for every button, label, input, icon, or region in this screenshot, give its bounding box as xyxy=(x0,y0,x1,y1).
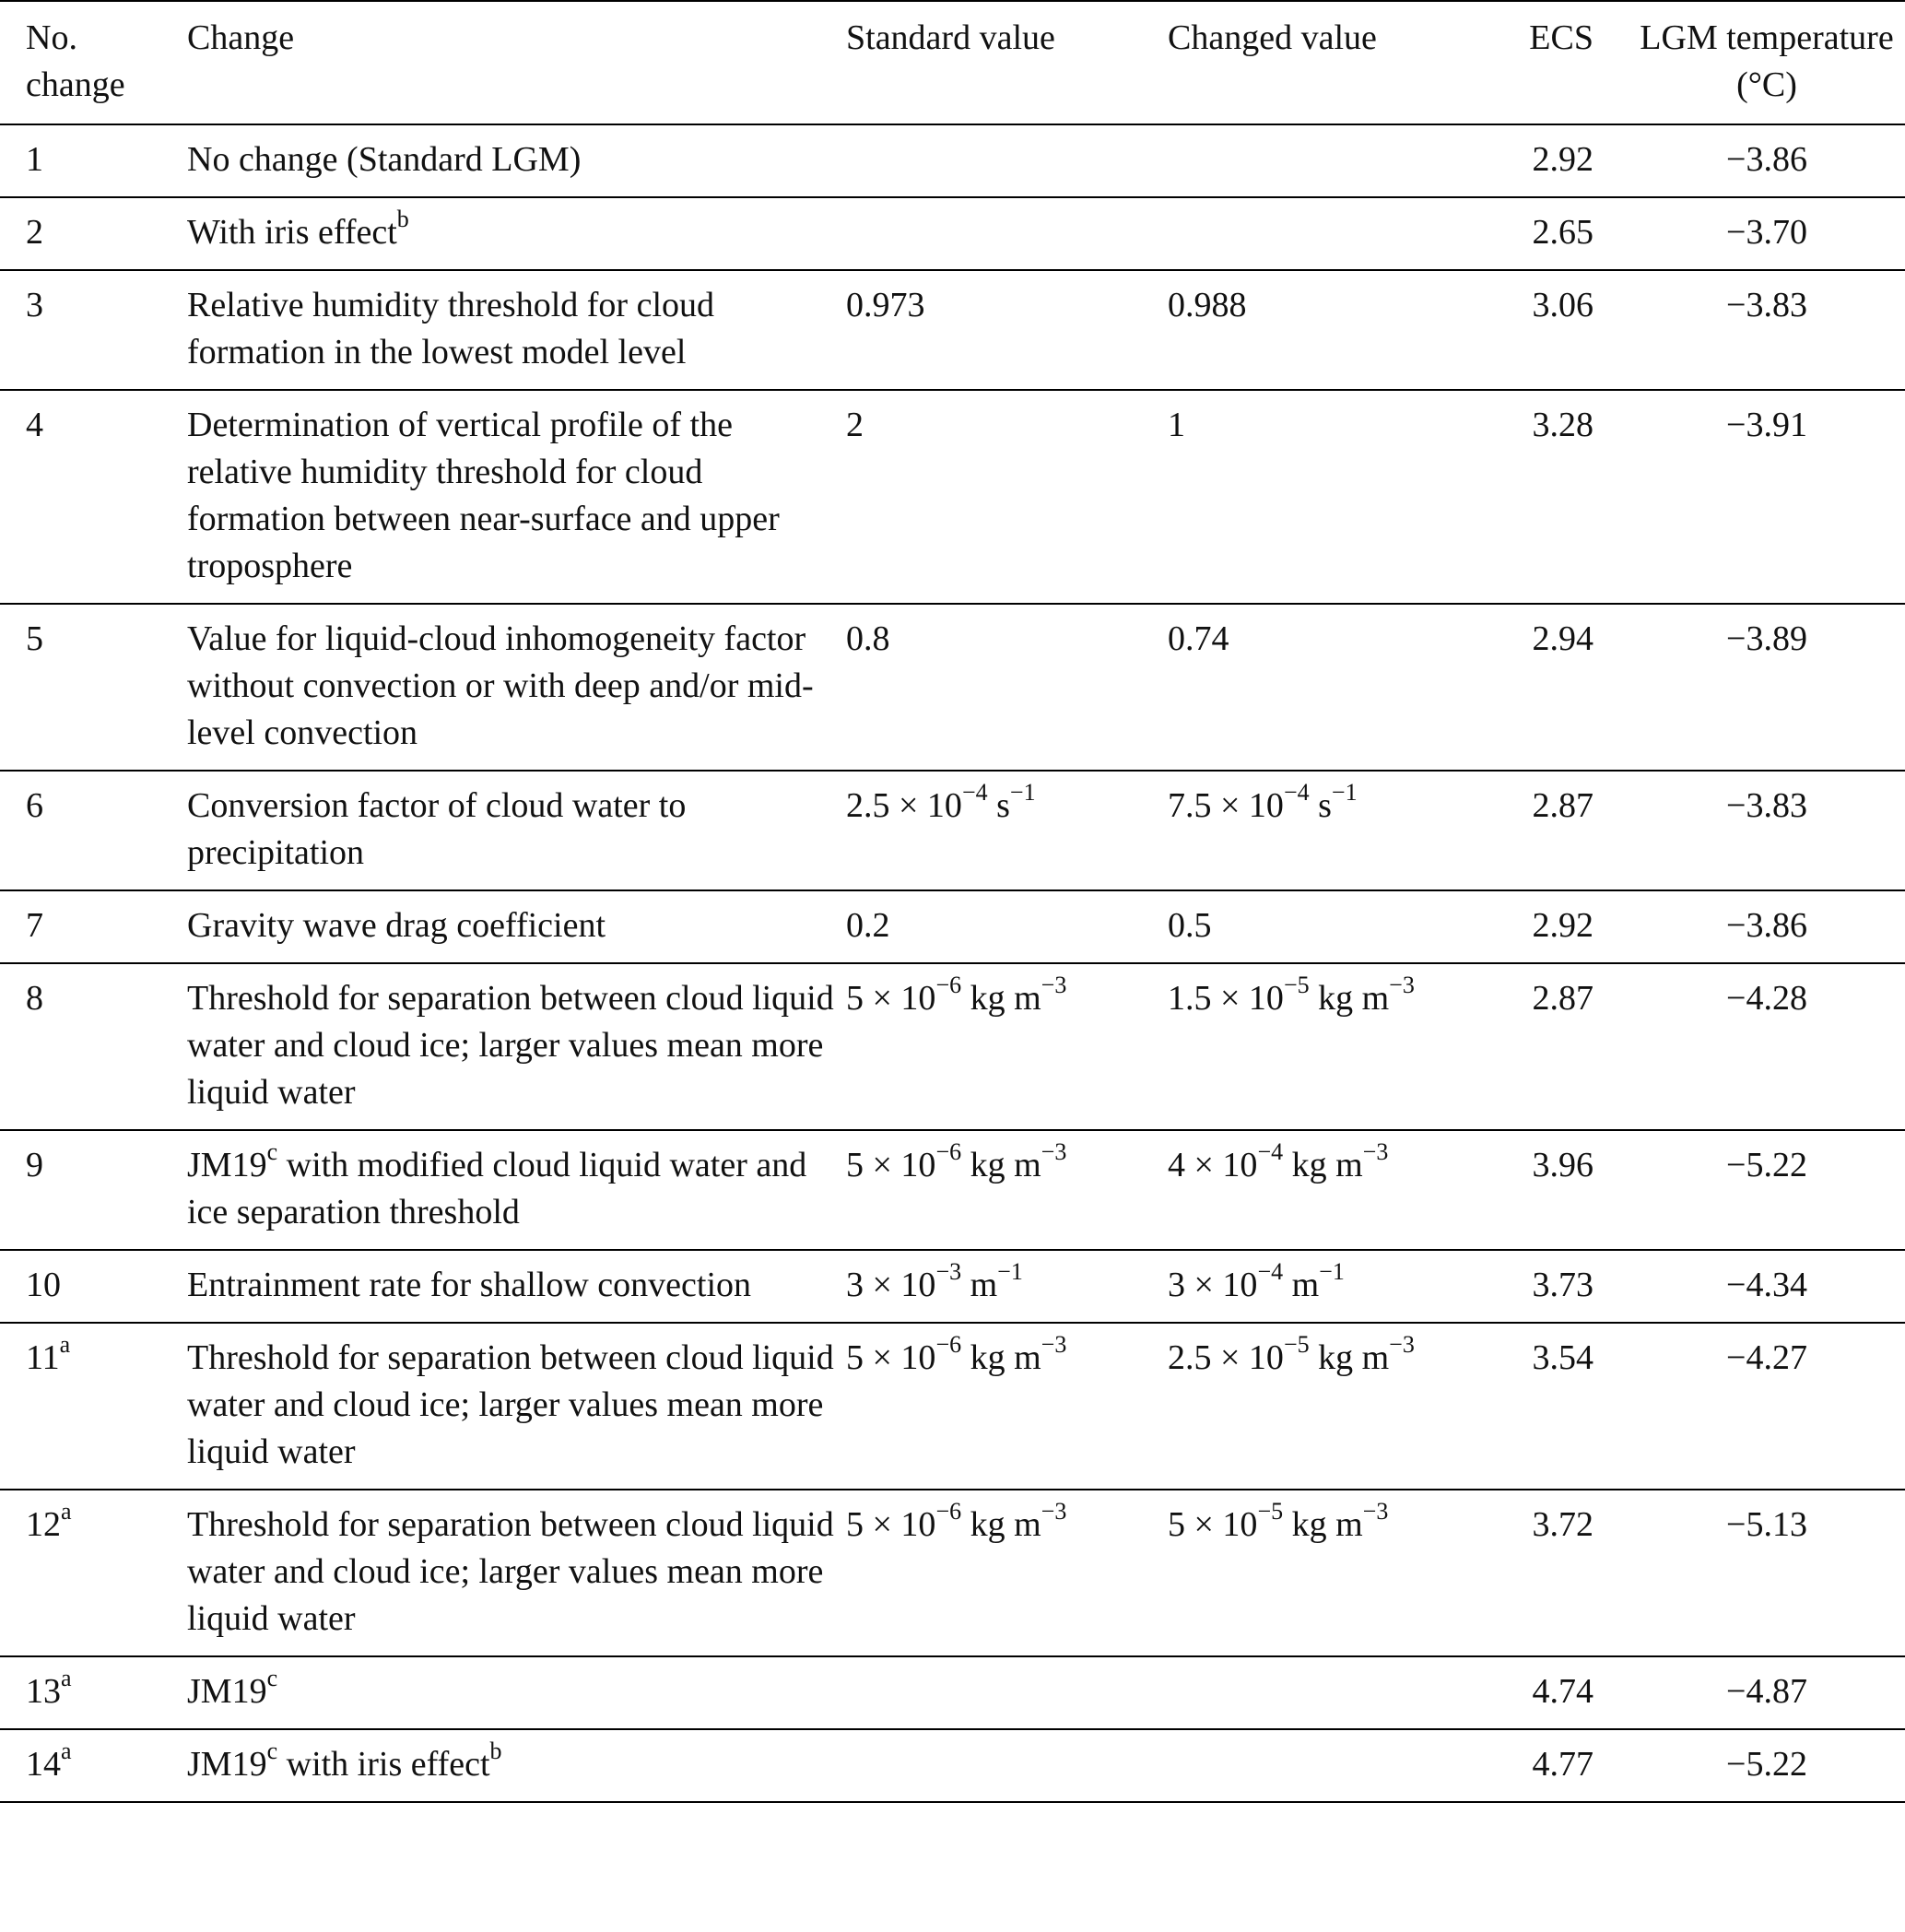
cell-change xyxy=(187,604,846,771)
cell-standard-value xyxy=(846,604,1168,771)
changed-unit-exponent: −3 xyxy=(1389,1331,1415,1359)
cell-no xyxy=(0,270,187,390)
no-text: 5 xyxy=(26,619,43,658)
standard-unit: kg m xyxy=(961,1338,1041,1377)
standard-mantissa: 5 × 10 xyxy=(846,1146,936,1184)
cell-change xyxy=(187,1490,846,1656)
cell-no xyxy=(0,197,187,270)
change-text-cont: with modified cloud liquid water and ice separation threshold xyxy=(187,1146,807,1231)
table-row xyxy=(0,1250,1905,1323)
cell-no xyxy=(0,963,187,1130)
no-footnote: a xyxy=(61,1498,72,1526)
cell-ecs: 2.65 xyxy=(1499,197,1638,270)
cell-changed-value xyxy=(1168,124,1499,197)
standard-mantissa: 5 × 10 xyxy=(846,979,936,1018)
cell-change xyxy=(187,197,846,270)
cell-standard-value xyxy=(846,124,1168,197)
table-row xyxy=(0,390,1905,604)
cell-no xyxy=(0,890,187,963)
changed-unit-exponent: −3 xyxy=(1389,972,1415,999)
table-row xyxy=(0,890,1905,963)
standard-unit: m xyxy=(961,1266,998,1304)
change-footnote: c xyxy=(266,1665,278,1692)
table-row xyxy=(0,604,1905,771)
no-text: 11 xyxy=(26,1338,60,1377)
table-row xyxy=(0,1323,1905,1490)
changed-unit-exponent: −1 xyxy=(1319,1258,1345,1286)
standard-unit-exponent: −1 xyxy=(997,1258,1023,1286)
cell-changed-value xyxy=(1168,963,1499,1130)
cell-changed-value xyxy=(1168,604,1499,771)
cell-no xyxy=(0,1250,187,1323)
cell-no xyxy=(0,1729,187,1802)
cell-standard-value xyxy=(846,963,1168,1130)
no-footnote: a xyxy=(59,1331,71,1359)
table-row xyxy=(0,124,1905,197)
change-footnote: c xyxy=(266,1138,278,1166)
change-text: JM19 xyxy=(187,1745,267,1784)
cell-standard-value xyxy=(846,1250,1168,1323)
cell-standard-value xyxy=(846,1656,1168,1729)
change-text: Entrainment rate for shallow convection xyxy=(187,1266,752,1304)
no-text: 8 xyxy=(26,979,43,1018)
cell-ecs: 3.96 xyxy=(1499,1130,1638,1250)
header-changed-value: Changed value xyxy=(1168,1,1499,124)
standard-unit-exponent: −3 xyxy=(1041,1498,1067,1526)
change-footnote-2: b xyxy=(489,1738,502,1765)
cell-changed-value xyxy=(1168,890,1499,963)
no-text: 6 xyxy=(26,786,43,825)
standard-mantissa: 0.8 xyxy=(846,619,890,658)
changed-mantissa: 1.5 × 10 xyxy=(1168,979,1284,1018)
changed-unit-exponent: −3 xyxy=(1362,1138,1389,1166)
changed-unit: kg m xyxy=(1283,1505,1363,1544)
cell-change xyxy=(187,771,846,890)
no-text: 10 xyxy=(26,1266,61,1304)
cell-change xyxy=(187,1323,846,1490)
table-row xyxy=(0,1729,1905,1802)
changed-unit: kg m xyxy=(1309,1338,1390,1377)
change-text: Threshold for separation between cloud liquid water and cloud ice; larger values mean more liquid water xyxy=(187,1505,834,1638)
no-footnote: a xyxy=(61,1738,72,1765)
changed-mantissa: 3 × 10 xyxy=(1168,1266,1258,1304)
cell-lgm-temperature: −4.28 xyxy=(1638,963,1905,1130)
cell-changed-value xyxy=(1168,771,1499,890)
cell-changed-value xyxy=(1168,1250,1499,1323)
cell-no xyxy=(0,1323,187,1490)
cell-change xyxy=(187,1729,846,1802)
change-text: Relative humidity threshold for cloud formation in the lowest model level xyxy=(187,286,715,371)
change-text: Threshold for separation between cloud liquid water and cloud ice; larger values mean more liquid water xyxy=(187,1338,834,1471)
cell-standard-value xyxy=(846,1729,1168,1802)
no-text: 7 xyxy=(26,906,43,945)
cell-lgm-temperature: −3.83 xyxy=(1638,771,1905,890)
cell-ecs: 3.72 xyxy=(1499,1490,1638,1656)
cell-change xyxy=(187,124,846,197)
changed-mantissa: 2.5 × 10 xyxy=(1168,1338,1284,1377)
changed-exponent: −5 xyxy=(1283,972,1310,999)
cell-ecs: 3.73 xyxy=(1499,1250,1638,1323)
cell-no xyxy=(0,1490,187,1656)
no-text: 12 xyxy=(26,1505,61,1544)
changed-mantissa: 4 × 10 xyxy=(1168,1146,1258,1184)
changed-unit-exponent: −3 xyxy=(1362,1498,1389,1526)
header-row xyxy=(0,1,1905,124)
changed-unit: m xyxy=(1283,1266,1320,1304)
change-text: JM19 xyxy=(187,1672,267,1711)
changed-mantissa: 5 × 10 xyxy=(1168,1505,1258,1544)
change-footnote: b xyxy=(396,206,409,233)
header-ecs: ECS xyxy=(1499,1,1638,124)
changed-exponent: −5 xyxy=(1257,1498,1284,1526)
cell-standard-value xyxy=(846,270,1168,390)
standard-unit: kg m xyxy=(961,979,1041,1018)
standard-unit: kg m xyxy=(961,1146,1041,1184)
cell-ecs: 4.74 xyxy=(1499,1656,1638,1729)
no-text: 4 xyxy=(26,406,43,444)
cell-standard-value xyxy=(846,771,1168,890)
change-text: Conversion factor of cloud water to precipitation xyxy=(187,786,687,872)
changed-mantissa: 0.988 xyxy=(1168,286,1247,324)
cell-lgm-temperature: −3.70 xyxy=(1638,197,1905,270)
cell-changed-value xyxy=(1168,1130,1499,1250)
cell-no xyxy=(0,390,187,604)
cell-lgm-temperature: −3.83 xyxy=(1638,270,1905,390)
standard-mantissa: 0.973 xyxy=(846,286,925,324)
standard-exponent: −6 xyxy=(935,1498,962,1526)
table-row xyxy=(0,771,1905,890)
standard-unit: s xyxy=(987,786,1010,825)
no-text: 1 xyxy=(26,140,43,179)
cell-changed-value xyxy=(1168,197,1499,270)
cell-ecs: 2.94 xyxy=(1499,604,1638,771)
changed-mantissa: 0.74 xyxy=(1168,619,1229,658)
cell-ecs: 3.28 xyxy=(1499,390,1638,604)
cell-lgm-temperature: −3.91 xyxy=(1638,390,1905,604)
change-text: Value for liquid-cloud inhomogeneity factor without convection or with deep and/or mid-level convection xyxy=(187,619,814,752)
no-text: 9 xyxy=(26,1146,43,1184)
cell-no xyxy=(0,1130,187,1250)
cell-change xyxy=(187,1250,846,1323)
cell-ecs: 2.92 xyxy=(1499,124,1638,197)
table-row xyxy=(0,197,1905,270)
cell-ecs: 3.06 xyxy=(1499,270,1638,390)
cell-standard-value xyxy=(846,890,1168,963)
cell-lgm-temperature: −3.89 xyxy=(1638,604,1905,771)
cell-change xyxy=(187,1656,846,1729)
cell-ecs: 3.54 xyxy=(1499,1323,1638,1490)
no-text: 14 xyxy=(26,1745,61,1784)
cell-standard-value xyxy=(846,390,1168,604)
cell-no xyxy=(0,1656,187,1729)
cell-lgm-temperature: −3.86 xyxy=(1638,890,1905,963)
standard-unit-exponent: −3 xyxy=(1041,972,1067,999)
cell-changed-value xyxy=(1168,390,1499,604)
cell-lgm-temperature: −3.86 xyxy=(1638,124,1905,197)
no-text: 2 xyxy=(26,213,43,252)
changed-exponent: −4 xyxy=(1257,1258,1284,1286)
standard-mantissa: 5 × 10 xyxy=(846,1505,936,1544)
change-text: JM19 xyxy=(187,1146,267,1184)
table-row xyxy=(0,270,1905,390)
standard-unit-exponent: −1 xyxy=(1009,779,1036,807)
change-text: Gravity wave drag coefficient xyxy=(187,906,606,945)
standard-exponent: −6 xyxy=(935,1331,962,1359)
cell-no xyxy=(0,604,187,771)
cell-lgm-temperature: −4.34 xyxy=(1638,1250,1905,1323)
standard-unit-exponent: −3 xyxy=(1041,1331,1067,1359)
cell-change xyxy=(187,270,846,390)
changed-mantissa: 1 xyxy=(1168,406,1185,444)
cell-standard-value xyxy=(846,1130,1168,1250)
cell-change xyxy=(187,390,846,604)
cell-changed-value xyxy=(1168,1729,1499,1802)
changed-exponent: −4 xyxy=(1283,779,1310,807)
table-row xyxy=(0,1490,1905,1656)
cell-no xyxy=(0,771,187,890)
cell-ecs: 2.87 xyxy=(1499,963,1638,1130)
change-text: With iris effect xyxy=(187,213,397,252)
cell-standard-value xyxy=(846,1323,1168,1490)
standard-mantissa: 0.2 xyxy=(846,906,890,945)
standard-mantissa: 2 xyxy=(846,406,864,444)
no-text: 3 xyxy=(26,286,43,324)
header-change: Change xyxy=(187,1,846,124)
changed-mantissa: 7.5 × 10 xyxy=(1168,786,1284,825)
change-footnote: c xyxy=(266,1738,278,1765)
changed-unit: kg m xyxy=(1283,1146,1363,1184)
standard-mantissa: 3 × 10 xyxy=(846,1266,936,1304)
changed-unit-exponent: −1 xyxy=(1331,779,1358,807)
standard-exponent: −3 xyxy=(935,1258,962,1286)
no-footnote: a xyxy=(61,1665,72,1692)
cell-standard-value xyxy=(846,1490,1168,1656)
standard-exponent: −4 xyxy=(961,779,988,807)
standard-exponent: −6 xyxy=(935,972,962,999)
cell-ecs: 2.87 xyxy=(1499,771,1638,890)
cell-lgm-temperature: −5.13 xyxy=(1638,1490,1905,1656)
cell-changed-value xyxy=(1168,1490,1499,1656)
cell-no xyxy=(0,124,187,197)
changed-mantissa: 0.5 xyxy=(1168,906,1212,945)
table-row xyxy=(0,963,1905,1130)
changed-exponent: −5 xyxy=(1283,1331,1310,1359)
cell-change xyxy=(187,1130,846,1250)
cell-ecs: 4.77 xyxy=(1499,1729,1638,1802)
change-text: No change (Standard LGM) xyxy=(187,140,582,179)
standard-mantissa: 5 × 10 xyxy=(846,1338,936,1377)
cell-changed-value xyxy=(1168,1323,1499,1490)
cell-changed-value xyxy=(1168,270,1499,390)
cell-ecs: 2.92 xyxy=(1499,890,1638,963)
changed-exponent: −4 xyxy=(1257,1138,1284,1166)
header-standard-value: Standard value xyxy=(846,1,1168,124)
change-text-cont: with iris effect xyxy=(277,1745,490,1784)
header-no-change: No. change xyxy=(0,1,187,124)
header-lgm-temperature: LGM temperature (°C) xyxy=(1638,1,1905,124)
table-row xyxy=(0,1130,1905,1250)
cell-lgm-temperature: −5.22 xyxy=(1638,1130,1905,1250)
cell-change xyxy=(187,963,846,1130)
cell-lgm-temperature: −4.87 xyxy=(1638,1656,1905,1729)
change-text: Determination of vertical profile of the relative humidity threshold for cloud formation between near-surface and upper troposphere xyxy=(187,406,780,585)
cell-change xyxy=(187,890,846,963)
standard-mantissa: 2.5 × 10 xyxy=(846,786,962,825)
cell-standard-value xyxy=(846,197,1168,270)
table-row xyxy=(0,1656,1905,1729)
standard-unit: kg m xyxy=(961,1505,1041,1544)
cell-lgm-temperature: −4.27 xyxy=(1638,1323,1905,1490)
standard-unit-exponent: −3 xyxy=(1041,1138,1067,1166)
standard-exponent: −6 xyxy=(935,1138,962,1166)
no-text: 13 xyxy=(26,1672,61,1711)
changed-unit: s xyxy=(1309,786,1332,825)
changed-unit: kg m xyxy=(1309,979,1390,1018)
cell-changed-value xyxy=(1168,1656,1499,1729)
cell-lgm-temperature: −5.22 xyxy=(1638,1729,1905,1802)
change-text: Threshold for separation between cloud liquid water and cloud ice; larger values mean more liquid water xyxy=(187,979,834,1112)
